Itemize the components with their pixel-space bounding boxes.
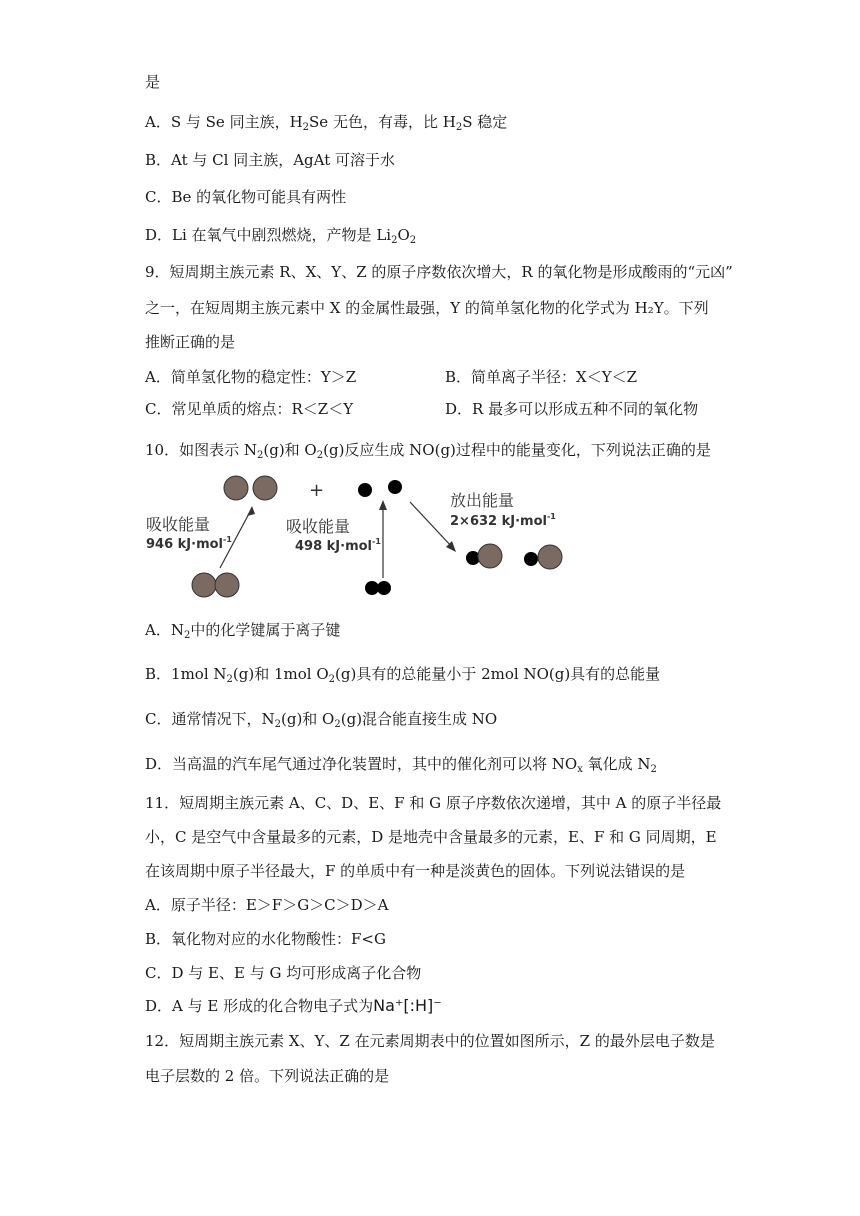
arrow-2-head	[379, 500, 387, 510]
q10-option-b: B．1mol $N_2(g)$和 1mol $O_2(g)$具有的总能量小于 2mol NO(g)具有的总能量	[145, 665, 661, 685]
release-energy-value: 2×632 kJ·mol$^{-1}$	[450, 512, 556, 529]
electron-formula: Na⁺[:H]⁻	[373, 996, 442, 1015]
q10-option-d: D．当高温的汽车尾气通过净化装置时，其中的催化剂可以将 $NO_x$ 氧化成 $N_2$	[145, 755, 657, 775]
q9-option-d: D．R 最多可以形成五种不同的氧化物	[445, 400, 699, 418]
release-energy-title: 放出能量	[450, 491, 515, 510]
plus-sign: +	[309, 480, 325, 501]
absorb-energy-2-title: 吸收能量	[286, 517, 351, 536]
o2-molecule-atom-1	[365, 581, 379, 595]
q11-option-d: D．A 与 E 形成的化合物电子式为Na⁺[:H]⁻	[145, 996, 442, 1015]
q11-option-a: A．原子半径：E＞F＞G＞C＞D＞A	[145, 896, 389, 914]
q9-stem-line2: 之一，在短周期主族元素中 X 的金属性最强，Y 的简单氢化物的化学式为 H₂Y。下列	[145, 299, 709, 317]
q11-stem-line1: 11．短周期主族元素 A、C、D、E、F 和 G 原子序数依次递增，其中 A 的原子半径最	[145, 794, 722, 812]
o-atom-top-2	[388, 480, 402, 494]
q11-option-c: C．D 与 E、E 与 G 均可形成离子化合物	[145, 964, 422, 982]
q8-option-b: B．At 与 Cl 同主族，AgAt 可溶于水	[145, 151, 395, 169]
absorb-energy-1-value: 946 kJ·mol$^{-1}$	[146, 535, 232, 552]
q11-option-b: B．氧化物对应的水化物酸性：F<G	[145, 930, 386, 948]
q10-option-c: C．通常情况下，$N_2(g)$和 $O_2(g)$混合能直接生成 NO	[145, 710, 498, 730]
q8-option-c: C．Be 的氧化物可能具有两性	[145, 188, 347, 206]
absorb-energy-1-title: 吸收能量	[146, 515, 211, 534]
q10-stem: 10．如图表示 $N_2(g)$和 $O_2(g)$反应生成 NO(g)过程中的能量变化，下列说法正确的是	[145, 441, 711, 461]
q9-option-c: C．常见单质的熔点：R＜Z＜Y	[145, 400, 354, 418]
q11-stem-line2: 小，C 是空气中含量最多的元素，D 是地壳中含量最多的元素，E、F 和 G 同周期，E	[145, 828, 717, 846]
energy-diagram	[140, 470, 580, 605]
arrow-3	[410, 502, 453, 548]
q12-stem-line2: 电子层数的 2 倍。下列说法正确的是	[145, 1067, 390, 1085]
q12-stem-line1: 12．短周期主族元素 X、Y、Z 在元素周期表中的位置如图所示，Z 的最外层电子数是	[145, 1032, 715, 1050]
q8-option-d: D．Li 在氧气中剧烈燃烧，产物是 $Li_2O_2$	[145, 226, 417, 246]
q8-stem-tail: 是	[145, 73, 161, 91]
n-atom-top-2	[253, 476, 277, 500]
o2-molecule-atom-2	[377, 581, 391, 595]
absorb-energy-2-value: 498 kJ·mol$^{-1}$	[295, 537, 381, 554]
o-atom-top-1	[358, 483, 372, 497]
q11-stem-line3: 在该周期中原子半径最大，F 的单质中有一种是淡黄色的固体。下列说法错误的是	[145, 862, 686, 880]
q9-stem-line1: 9．短周期主族元素 R、X、Y、Z 的原子序数依次增大，R 的氧化物是形成酸雨的“元凶”	[145, 263, 733, 281]
q9-option-a: A．简单氢化物的稳定性：Y＞Z	[145, 368, 357, 386]
arrow-1-head	[247, 506, 255, 516]
no-1-n-atom	[478, 544, 502, 568]
n-atom-top-1	[224, 476, 248, 500]
q10-option-a: A．$N_2$中的化学键属于离子键	[145, 621, 341, 641]
q8-option-a: A．S 与 Se 同主族，$H_2Se$ 无色，有毒，比 $H_2S$ 稳定	[145, 113, 508, 133]
n2-molecule-atom-1	[192, 573, 216, 597]
n2-molecule-atom-2	[215, 573, 239, 597]
no-2-o-atom	[524, 552, 538, 566]
q9-option-b: B．简单离子半径：X＜Y＜Z	[445, 368, 638, 386]
no-2-n-atom	[538, 545, 562, 569]
q9-stem-line3: 推断正确的是	[145, 333, 236, 351]
